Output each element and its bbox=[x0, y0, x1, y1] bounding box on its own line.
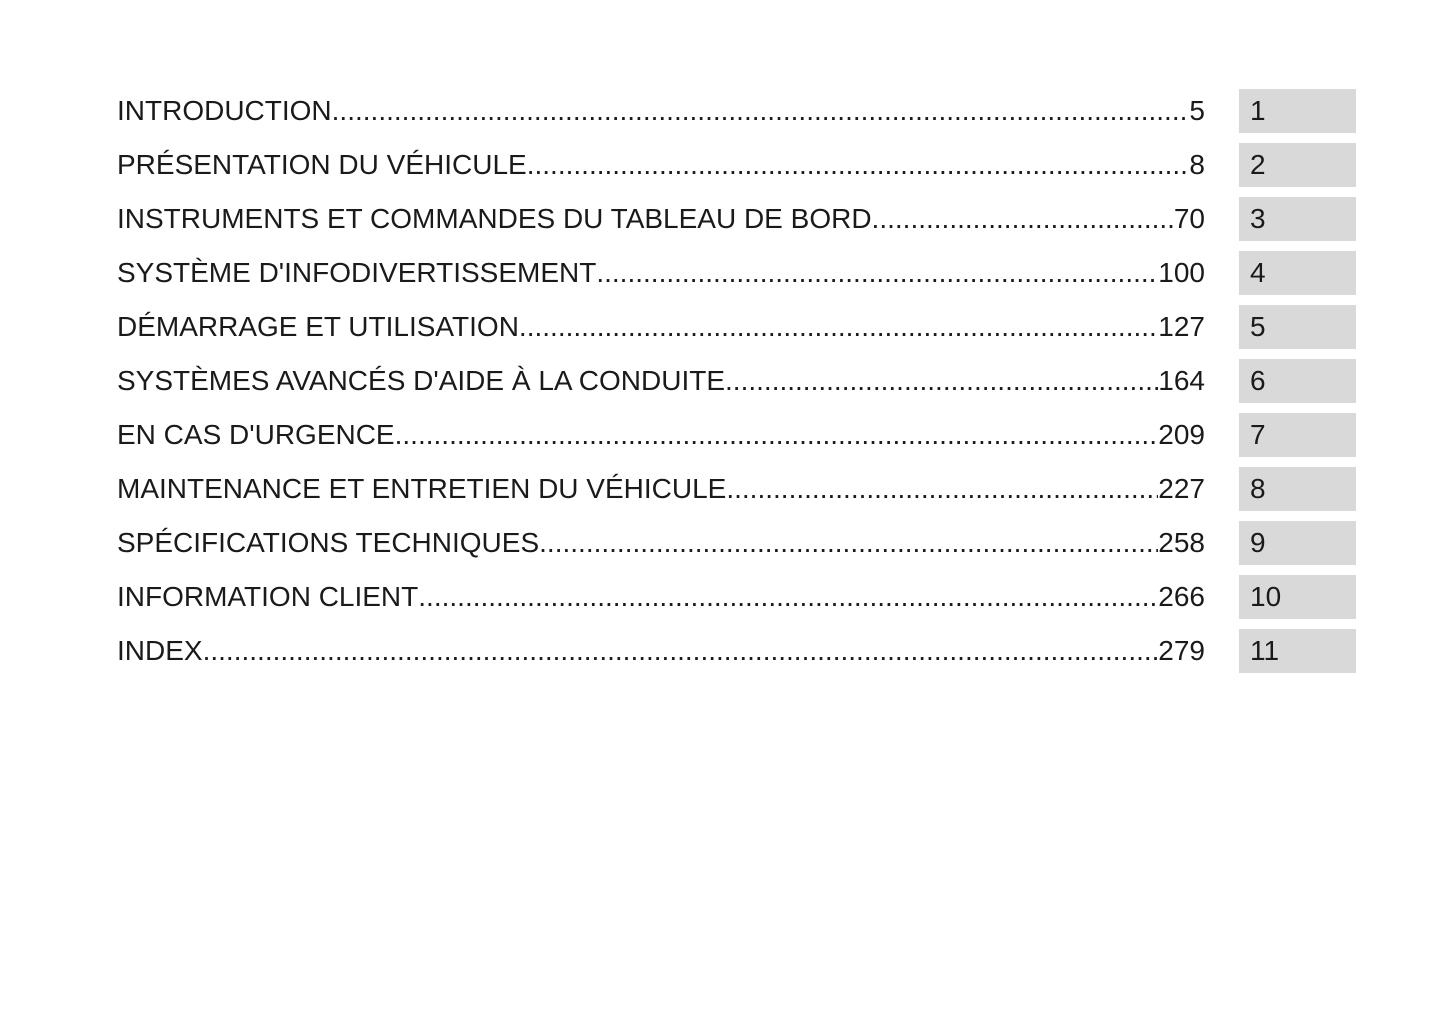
dot-leader bbox=[332, 89, 1190, 133]
toc-page-number: 127 bbox=[1158, 311, 1205, 342]
chapter-tab[interactable]: 7 bbox=[1239, 413, 1356, 457]
toc-row-starting bbox=[117, 305, 1356, 349]
dot-leader bbox=[726, 467, 1158, 511]
toc-entry[interactable] bbox=[117, 89, 1205, 133]
toc-page-number: 5 bbox=[1189, 95, 1205, 126]
dot-leader bbox=[519, 305, 1158, 349]
chapter-tab[interactable]: 10 bbox=[1239, 575, 1356, 619]
toc-page-number: 164 bbox=[1158, 365, 1205, 396]
toc-page-number: 100 bbox=[1158, 257, 1205, 288]
toc-entry[interactable] bbox=[117, 197, 1205, 241]
dot-leader bbox=[395, 413, 1159, 457]
dot-leader bbox=[596, 251, 1158, 295]
table-of-contents bbox=[117, 89, 1356, 683]
toc-entry[interactable] bbox=[117, 629, 1205, 673]
toc-row-introduction bbox=[117, 89, 1356, 133]
toc-row-specifications bbox=[117, 521, 1356, 565]
toc-title: SPÉCIFICATIONS TECHNIQUES bbox=[117, 527, 540, 558]
dot-leader bbox=[725, 359, 1158, 403]
toc-page-number: 279 bbox=[1158, 635, 1205, 666]
toc-row-infotainment bbox=[117, 251, 1356, 295]
toc-entry[interactable] bbox=[117, 143, 1205, 187]
toc-entry[interactable] bbox=[117, 521, 1205, 565]
chapter-tab[interactable]: 9 bbox=[1239, 521, 1356, 565]
toc-row-driver-assistance bbox=[117, 359, 1356, 403]
chapter-tab[interactable]: 2 bbox=[1239, 143, 1356, 187]
toc-title: PRÉSENTATION DU VÉHICULE bbox=[117, 149, 527, 180]
toc-title: EN CAS D'URGENCE bbox=[117, 419, 395, 450]
toc-title: DÉMARRAGE ET UTILISATION bbox=[117, 311, 519, 342]
toc-page-number: 8 bbox=[1189, 149, 1205, 180]
toc-title: INDEX bbox=[117, 635, 203, 666]
toc-entry[interactable] bbox=[117, 467, 1205, 511]
chapter-tab[interactable]: 11 bbox=[1239, 629, 1356, 673]
toc-row-index bbox=[117, 629, 1356, 673]
toc-page-number: 227 bbox=[1158, 473, 1205, 504]
chapter-tab[interactable]: 6 bbox=[1239, 359, 1356, 403]
toc-row-maintenance bbox=[117, 467, 1356, 511]
toc-title: INFORMATION CLIENT bbox=[117, 581, 419, 612]
toc-page-number: 209 bbox=[1158, 419, 1205, 450]
toc-entry[interactable] bbox=[117, 305, 1205, 349]
toc-page-number: 70 bbox=[1173, 203, 1205, 234]
toc-row-instruments bbox=[117, 197, 1356, 241]
chapter-tab[interactable]: 5 bbox=[1239, 305, 1356, 349]
dot-leader bbox=[539, 521, 1158, 565]
chapter-tab[interactable]: 8 bbox=[1239, 467, 1356, 511]
toc-page-number: 258 bbox=[1158, 527, 1205, 558]
dot-leader bbox=[872, 197, 1174, 241]
dot-leader bbox=[527, 143, 1190, 187]
toc-entry[interactable] bbox=[117, 251, 1205, 295]
toc-entry[interactable] bbox=[117, 359, 1205, 403]
toc-title: SYSTÈME D'INFODIVERTISSEMENT bbox=[117, 257, 597, 288]
toc-row-customer-information bbox=[117, 575, 1356, 619]
toc-title: MAINTENANCE ET ENTRETIEN DU VÉHICULE bbox=[117, 473, 727, 504]
toc-row-emergency bbox=[117, 413, 1356, 457]
toc-entry[interactable] bbox=[117, 575, 1205, 619]
toc-title: INSTRUMENTS ET COMMANDES DU TABLEAU DE BORD bbox=[117, 203, 872, 234]
toc-row-presentation bbox=[117, 143, 1356, 187]
chapter-tab[interactable]: 4 bbox=[1239, 251, 1356, 295]
toc-entry[interactable] bbox=[117, 413, 1205, 457]
chapter-tab[interactable]: 1 bbox=[1239, 89, 1356, 133]
toc-page-number: 266 bbox=[1158, 581, 1205, 612]
dot-leader bbox=[418, 575, 1158, 619]
dot-leader bbox=[203, 629, 1159, 673]
chapter-tab[interactable]: 3 bbox=[1239, 197, 1356, 241]
toc-title: INTRODUCTION bbox=[117, 95, 332, 126]
toc-title: SYSTÈMES AVANCÉS D'AIDE À LA CONDUITE bbox=[117, 365, 726, 396]
